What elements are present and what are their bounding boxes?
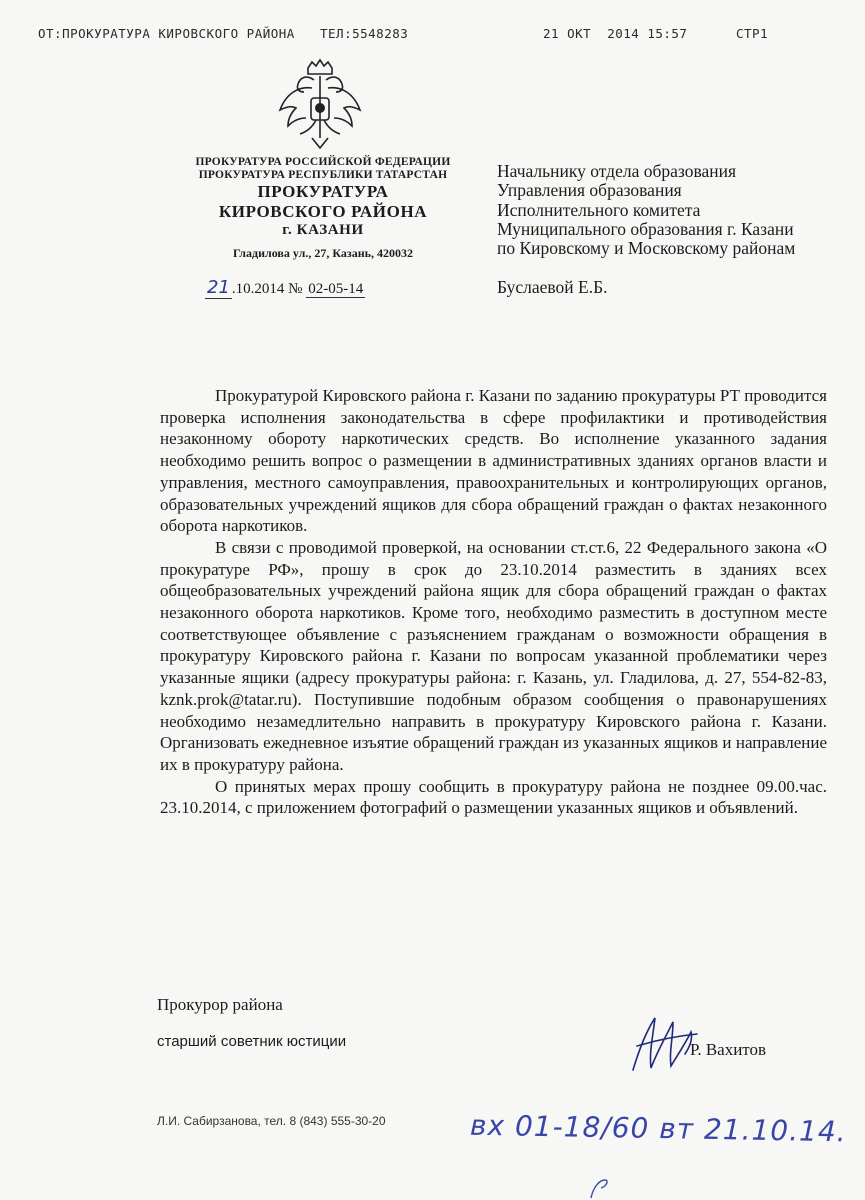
signer-name: Р. Вахитов (690, 1040, 767, 1059)
sender-line-5: г. КАЗАНИ (282, 221, 364, 238)
paragraph-3: О принятых мерах прошу сообщить в прокуратуру района не позднее 09.00.час. 23.10.2014, с приложением фотографий о размещении указанных ящиков и объявлений. (160, 776, 827, 818)
addressee-block (497, 162, 847, 298)
fax-from: ОТ:ПРОКУРАТУРА КИРОВСКОГО РАЙОНА (38, 26, 295, 41)
document-number: 02-05-14 (308, 281, 364, 297)
signer-title: Прокурор района (157, 995, 283, 1014)
number-label: № (288, 281, 303, 297)
coat-of-arms-icon (272, 58, 368, 158)
sender-address: Гладилова ул., 27, Казань, 420032 (233, 245, 413, 260)
handwritten-mark (585, 1176, 615, 1200)
letter-body (160, 385, 827, 819)
fax-phone: ТЕЛ:5548283 (320, 26, 409, 41)
addressee-name: Буслаевой Е.Б. (497, 277, 608, 298)
fax-datetime: 21 ОКТ 2014 15:57 (543, 26, 688, 41)
addressee-line: по Кировскому и Московскому районам (497, 238, 796, 258)
fax-header (38, 26, 838, 46)
addressee-line: Управления образования (497, 180, 682, 201)
handwritten-day: 21 (207, 277, 230, 298)
addressee-line: Начальнику отдела образования (497, 161, 737, 181)
signer-rank: старший советник юстиции (157, 1033, 347, 1050)
paragraph-2: В связи с проводимой проверкой, на основании ст.ст.6, 22 Федерального закона «О прокуратуре РФ», прошу в срок до 23.10.2014 разместить в зданиях всех общеобразовательных учреждений района ящик для сбора обращений граждан о фактах незаконного оборота наркотиков. Кроме того, необходимо разместить в доступном месте соответствующее объявление с разъяснением гражданам о возможности обращения в прокуратуру Кировского района г. Казани по вопросам указанной проблематики через указанные ящики (адресу прокуратуры района: г. Казань, ул. Гладилова, д. 27, 554-82-83, kznk.prok@tatar.ru). Поступившие подобным образом сообщения о правонарушениях необходимо незамедлительно направить в прокуратуру Кировского района г. Казани. Организовать ежедневное изъятие обращений граждан из указанных ящиков и направление их в прокуратуру района. (160, 537, 827, 774)
addressee-line: Муниципального образования г. Казани (497, 218, 794, 239)
sender-line-4: КИРОВСКОГО РАЙОНА (218, 201, 428, 221)
paragraph-1: Прокуратурой Кировского района г. Казани по заданию прокуратуры РТ проводится проверка исполнения законодательства в сфере профилактики и противодействия незаконному обороту наркотических средств. Во исполнение указанного задания необходимо решить вопрос о размещении в административных зданиях органов власти и управления, местного самоуправления, правоохранительных и контролирующих органов, образовательных учреждений ящиков для сбора обращений граждан о фактах незаконного оборота наркотиков. (160, 386, 827, 536)
sender-line-2: ПРОКУРАТУРА РЕСПУБЛИКИ ТАТАРСТАН (198, 169, 448, 182)
fax-page: СТР1 (736, 26, 769, 41)
addressee-line: Исполнительного комитета (497, 199, 701, 220)
document-reference (205, 277, 365, 298)
sender-block (158, 156, 488, 261)
sender-line-1: ПРОКУРАТУРА РОССИЙСКОЙ ФЕДЕРАЦИИ (195, 156, 451, 168)
executor-contact: Л.И. Сабирзанова, тел. 8 (843) 555-30-20 (157, 1114, 386, 1128)
sender-line-3: ПРОКУРАТУРА (257, 182, 389, 202)
inbound-registration-stamp: вх 01-18/60 вт 21.10.14. (469, 1108, 847, 1149)
printed-date: .10.2014 (231, 281, 285, 297)
